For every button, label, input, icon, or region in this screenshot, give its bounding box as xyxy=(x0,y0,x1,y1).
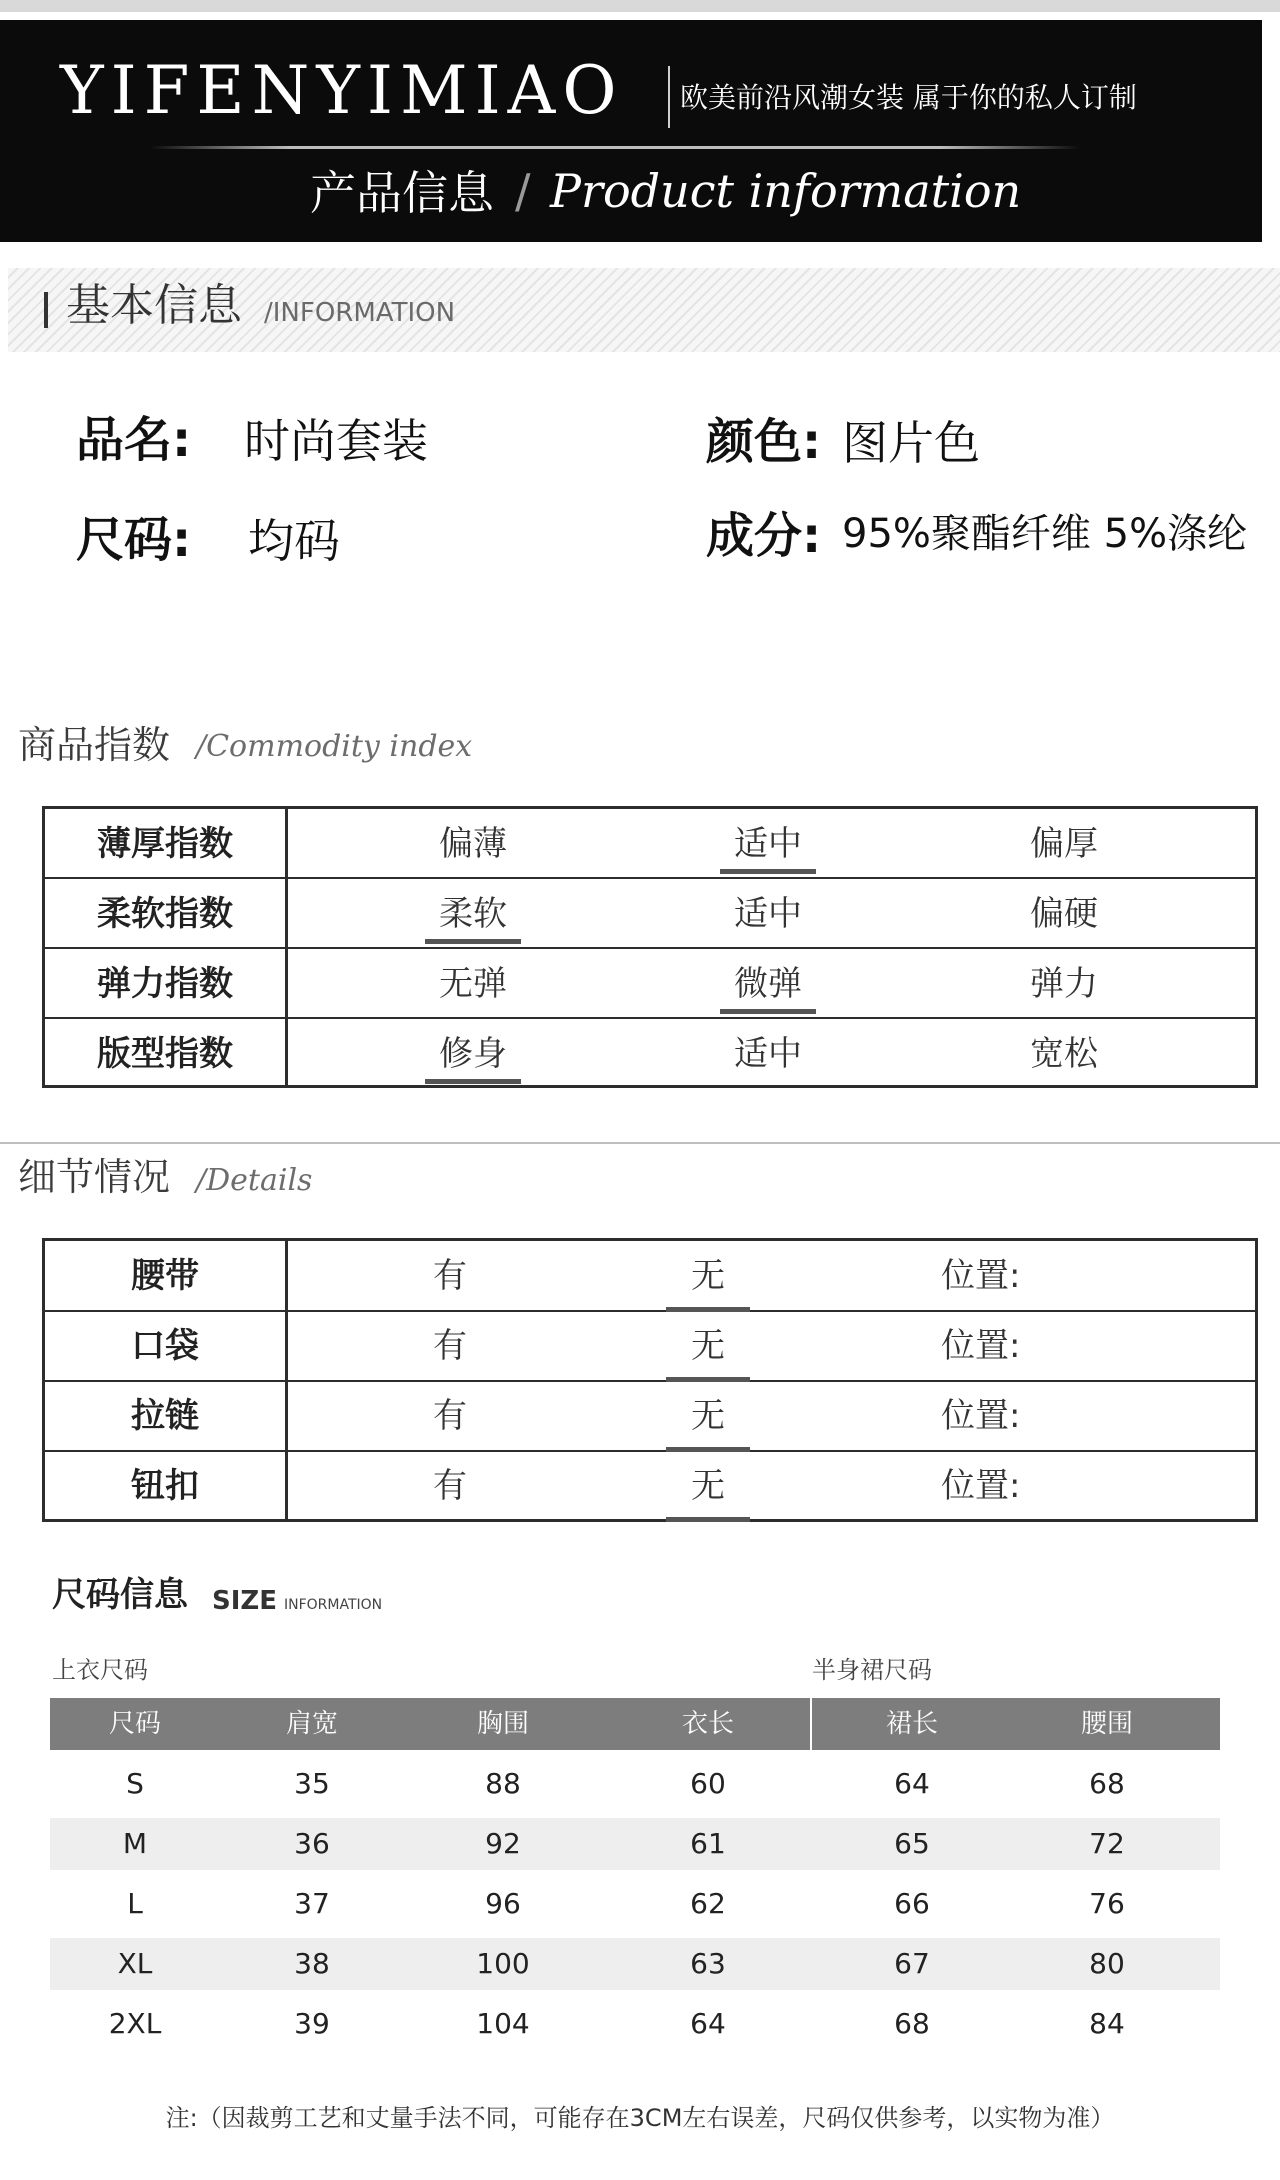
size-cell: 60 xyxy=(690,1767,726,1800)
size-cell: 39 xyxy=(294,2007,330,2040)
size-row-stripe xyxy=(50,1938,1220,1990)
detail-position: 位置: xyxy=(941,1396,1021,1436)
detail-option-no: 无 xyxy=(691,1466,725,1506)
index-row-softness xyxy=(45,879,1255,949)
index-row-label: 版型指数 xyxy=(97,1034,233,1074)
index-row-label: 柔软指数 xyxy=(97,894,233,934)
section-divider xyxy=(0,1142,1280,1144)
field-value-color: 图片色 xyxy=(842,416,980,470)
skirt-size-label: 半身裙尺码 xyxy=(812,1656,932,1684)
detail-row-pocket xyxy=(45,1311,1255,1381)
size-cell: S xyxy=(126,1767,144,1800)
detail-row-label: 拉链 xyxy=(131,1396,199,1436)
index-row-thickness xyxy=(45,809,1255,879)
index-option: 偏硬 xyxy=(1030,894,1098,934)
size-cell: 63 xyxy=(690,1947,726,1980)
size-table-header xyxy=(50,1698,1220,1750)
detail-row-button xyxy=(45,1451,1255,1521)
detail-option-no: 无 xyxy=(691,1396,725,1436)
size-cell: 66 xyxy=(894,1887,930,1920)
index-row-elasticity xyxy=(45,949,1255,1019)
index-option-selected: 适中 xyxy=(734,824,802,864)
field-label-name: 品名: xyxy=(76,412,192,468)
detail-row-label: 钮扣 xyxy=(131,1466,199,1506)
size-info-title: 尺码信息 xyxy=(52,1575,188,1615)
index-option: 适中 xyxy=(734,1034,802,1074)
field-value-material: 95%聚酯纤维 5%涤纶 xyxy=(842,511,1248,557)
detail-row-zipper xyxy=(45,1381,1255,1451)
detail-row-label: 腰带 xyxy=(131,1256,199,1296)
index-option-selected: 微弹 xyxy=(734,964,802,1004)
size-cell: 84 xyxy=(1089,2007,1125,2040)
detail-option-yes: 有 xyxy=(433,1326,467,1366)
size-col-header: 裙长 xyxy=(885,1709,939,1739)
size-cell: 76 xyxy=(1089,1887,1125,1920)
details-title-en: /Details xyxy=(196,1163,313,1198)
selected-underline xyxy=(720,1009,816,1014)
size-cell: M xyxy=(122,1827,148,1860)
index-row-label: 薄厚指数 xyxy=(97,824,233,864)
size-cell: 64 xyxy=(690,2007,726,2040)
detail-option-no: 无 xyxy=(691,1256,725,1296)
size-col-header: 腰围 xyxy=(1080,1709,1134,1739)
size-cell: 67 xyxy=(894,1947,930,1980)
details-table xyxy=(42,1238,1258,1522)
index-row-label: 弹力指数 xyxy=(97,964,233,1004)
top-strip xyxy=(0,0,1280,12)
banner-subtitle-en: Product information xyxy=(550,164,1022,218)
size-cell: 62 xyxy=(690,1887,726,1920)
commodity-index-title-en: /Commodity index xyxy=(196,729,473,764)
size-cell: 35 xyxy=(294,1767,330,1800)
size-cell: 36 xyxy=(294,1827,330,1860)
size-col-header: 肩宽 xyxy=(285,1709,339,1739)
size-cell: 61 xyxy=(690,1827,726,1860)
size-col-header: 尺码 xyxy=(108,1709,162,1739)
commodity-index-title: 商品指数 xyxy=(18,723,171,767)
index-option: 宽松 xyxy=(1030,1034,1098,1074)
selected-underline xyxy=(720,869,816,874)
size-cell: 37 xyxy=(294,1887,330,1920)
top-size-label: 上衣尺码 xyxy=(52,1656,148,1684)
basic-info-title: 基本信息 xyxy=(66,280,242,331)
size-cell: L xyxy=(127,1887,143,1920)
basic-info-title-en: /INFORMATION xyxy=(264,298,456,328)
banner-slash: / xyxy=(515,164,531,218)
banner-subtitle-cn: 产品信息 xyxy=(310,166,494,220)
detail-position: 位置: xyxy=(941,1256,1021,1296)
size-cell: 68 xyxy=(894,2007,930,2040)
size-cell: 80 xyxy=(1089,1947,1125,1980)
selected-underline xyxy=(425,939,521,944)
brand-tagline: 欧美前沿风潮女装 属于你的私人订制 xyxy=(680,81,1137,114)
field-label-material: 成分: xyxy=(706,508,822,564)
size-cell: 2XL xyxy=(108,2007,162,2040)
details-title: 细节情况 xyxy=(18,1155,171,1199)
size-cell: 38 xyxy=(294,1947,330,1980)
size-cell: 88 xyxy=(485,1767,521,1800)
size-cell: 72 xyxy=(1089,1827,1125,1860)
size-cell: 68 xyxy=(1089,1767,1125,1800)
size-row-stripe xyxy=(50,1818,1220,1870)
index-option: 偏薄 xyxy=(439,824,507,864)
index-option: 无弹 xyxy=(439,964,507,1004)
index-option-selected: 柔软 xyxy=(439,894,507,934)
size-cell: 104 xyxy=(476,2007,530,2040)
detail-option-no: 无 xyxy=(691,1326,725,1366)
index-option: 适中 xyxy=(734,894,802,934)
info-marker xyxy=(44,292,48,328)
size-col-header: 衣长 xyxy=(681,1709,735,1739)
size-col-header: 胸围 xyxy=(476,1709,530,1739)
selected-underline xyxy=(425,1079,521,1084)
banner-rule xyxy=(150,146,1080,149)
field-value-size: 均码 xyxy=(248,514,340,568)
size-cell: 65 xyxy=(894,1827,930,1860)
selected-underline xyxy=(666,1517,750,1522)
brand-divider xyxy=(668,66,670,128)
index-option: 弹力 xyxy=(1030,964,1098,1004)
detail-option-yes: 有 xyxy=(433,1396,467,1436)
detail-position: 位置: xyxy=(941,1466,1021,1506)
brand-logo: YIFENYIMIAO xyxy=(60,52,624,129)
field-label-color: 颜色: xyxy=(706,414,822,470)
size-info-title-en-small: INFORMATION xyxy=(284,1597,383,1613)
commodity-index-table xyxy=(42,806,1258,1088)
field-value-name: 时尚套装 xyxy=(244,414,428,468)
size-cell: 64 xyxy=(894,1767,930,1800)
detail-row-label: 口袋 xyxy=(131,1326,199,1366)
detail-position: 位置: xyxy=(941,1326,1021,1366)
size-cell: 100 xyxy=(476,1947,530,1980)
index-option: 偏厚 xyxy=(1030,824,1098,864)
detail-option-yes: 有 xyxy=(433,1466,467,1506)
detail-option-yes: 有 xyxy=(433,1256,467,1296)
size-cell: XL xyxy=(117,1947,153,1980)
size-table-group-divider xyxy=(810,1698,812,1750)
size-cell: 92 xyxy=(485,1827,521,1860)
field-label-size: 尺码: xyxy=(76,512,192,568)
detail-row-belt xyxy=(45,1241,1255,1311)
size-cell: 96 xyxy=(485,1887,521,1920)
measurement-note: 注:（因裁剪工艺和丈量手法不同，可能存在3CM左右误差，尺码仅供参考，以实物为准） xyxy=(165,2104,1115,2132)
size-info-title-en: SIZE xyxy=(212,1586,278,1616)
index-option-selected: 修身 xyxy=(439,1034,507,1074)
index-row-fit xyxy=(45,1019,1255,1089)
